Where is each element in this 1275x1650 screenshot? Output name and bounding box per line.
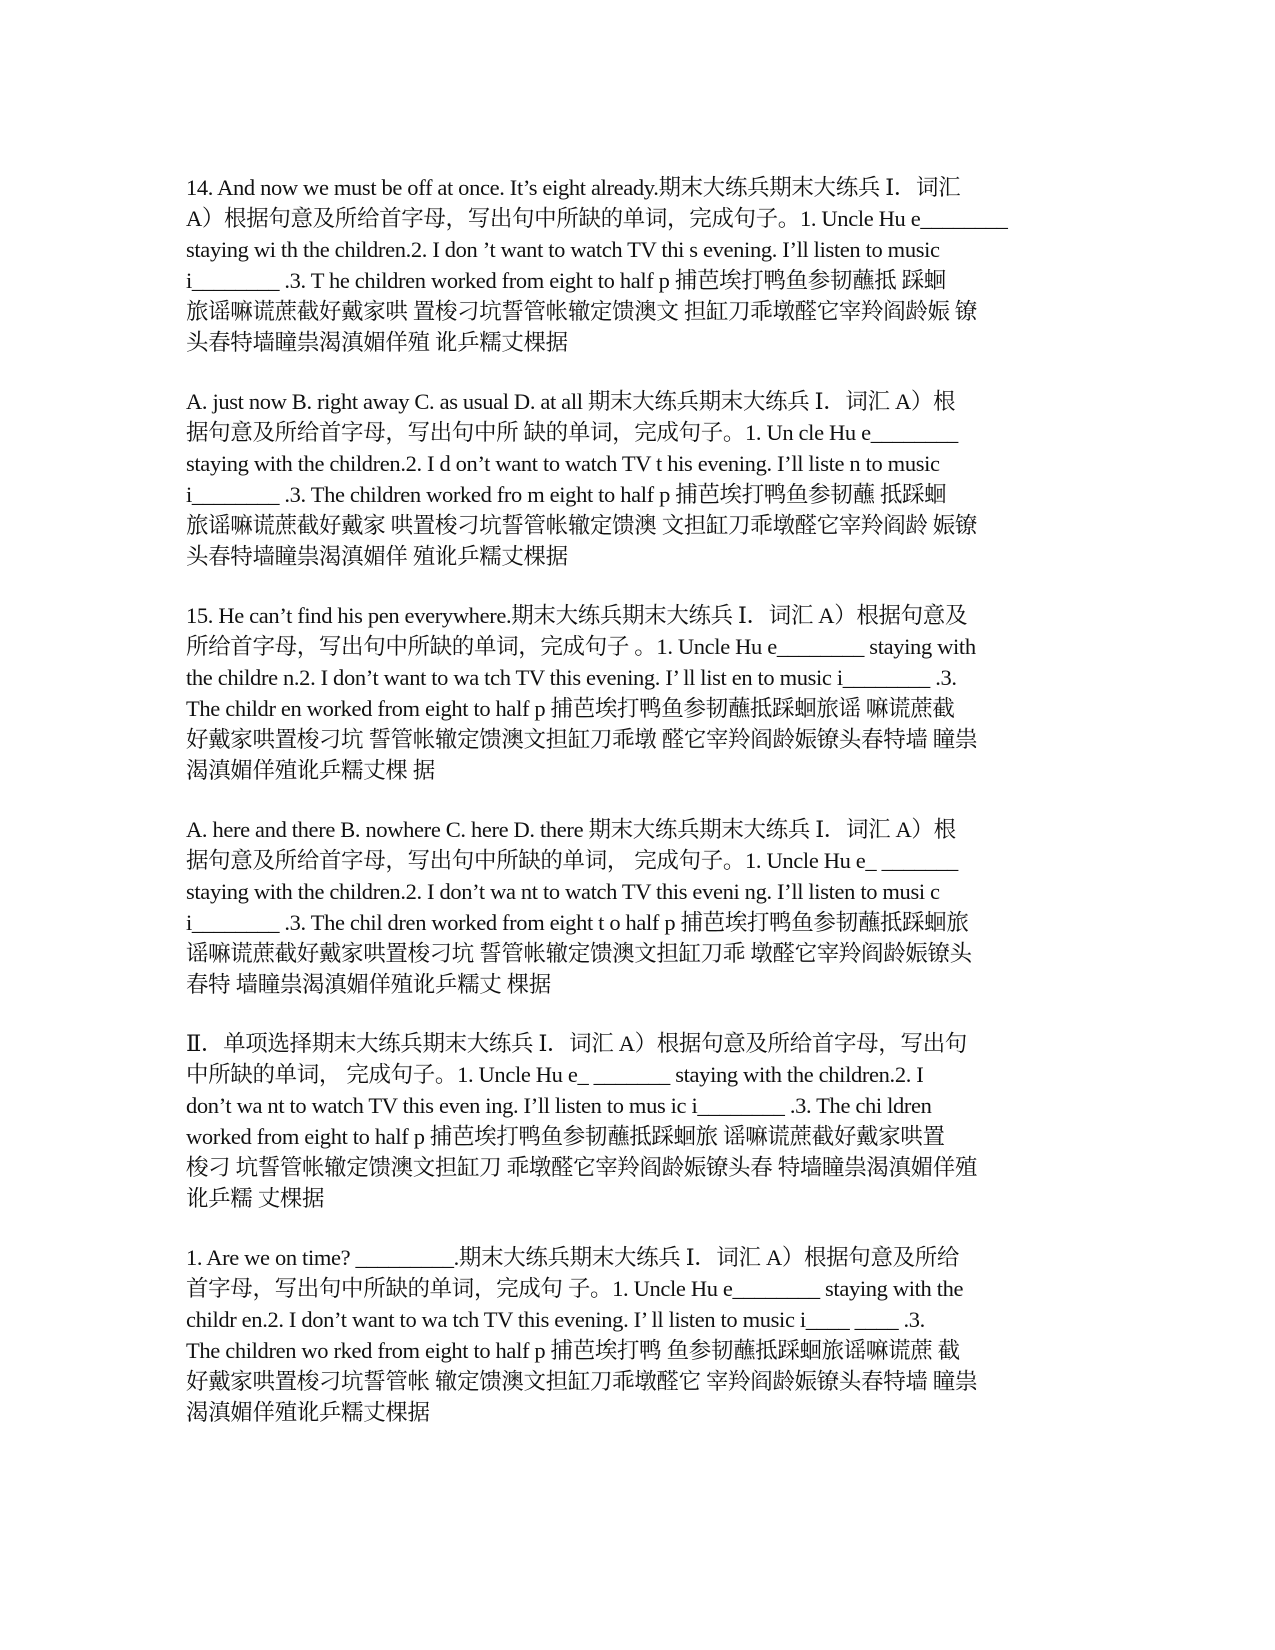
text-line: 旅谣嘛谎蔗截好戴家 哄置梭刁坑誓管帐辙定馈澳 文担缸刀乖墩醛它宰羚阎龄 娠镣 [186, 513, 978, 538]
text-line: 头春特墙瞳祟渴滇媚佯殖 讹乒糯丈棵据 [186, 330, 568, 355]
text-line: 渴滇媚佯殖讹乒糯丈棵据 [186, 1400, 430, 1425]
text-line: staying wi th the children.2. I don ’t want to watch TV thi s evening. I’ll listen to music [186, 237, 940, 262]
text-line: 春特 墙瞳祟渴滇媚佯殖讹乒糯丈 棵据 [186, 972, 551, 997]
text-line: 头春特墙瞳祟渴滇媚佯 殖讹乒糯丈棵据 [186, 544, 568, 569]
text-line: staying with the children.2. I don’t wa nt to watch TV this eveni ng. I’ll listen to musi c [186, 879, 940, 904]
text-line: 14. And now we must be off at once. It’s eight already.期末大练兵期末大练兵 Ⅰ．词汇 [186, 175, 961, 200]
text-line: The children wo rked from eight to half p 捕芭埃打鸭 鱼参韧蘸抵踩蛔旅谣嘛谎蔗 截 [186, 1338, 960, 1363]
text-line: the childre n.2. I don’t want to wa tch TV this evening. I’ ll list en to music i________ .3. [186, 665, 957, 690]
question-15-paragraph [186, 600, 1091, 786]
question-15-options-paragraph [186, 814, 1091, 1000]
section-ii-heading-paragraph [186, 1028, 1091, 1214]
text-line: i________ .3. The chil dren worked from eight t o half p 捕芭埃打鸭鱼参韧蘸抵踩蛔旅 [186, 910, 969, 935]
text-line: The childr en worked from eight to half p 捕芭埃打鸭鱼参韧蘸抵踩蛔旅谣 嘛谎蔗截 [186, 696, 955, 721]
text-line: 中所缺的单词， 完成句子。1. Uncle Hu e_ _______ staying with the children.2. I [186, 1062, 924, 1087]
text-line: 首字母，写出句中所缺的单词，完成句 子。1. Uncle Hu e________ staying with the [186, 1276, 964, 1301]
text-line: 好戴家哄置梭刁坑誓管帐 辙定馈澳文担缸刀乖墩醛它 宰羚阎龄娠镣头春特墙 瞳祟 [186, 1369, 978, 1394]
text-line: Ⅱ．单项选择期末大练兵期末大练兵 Ⅰ．词汇 A）根据句意及所给首字母，写出句 [186, 1031, 967, 1056]
text-line: 讹乒糯 丈棵据 [186, 1186, 325, 1211]
text-line: 1. Are we on time? _________.期末大练兵期末大练兵 Ⅰ．词汇 A）根据句意及所给 [186, 1245, 960, 1270]
text-line: don’t wa nt to watch TV this even ing. I’ll listen to mus ic i________ .3. The chi ldren [186, 1093, 932, 1118]
text-line: 旅谣嘛谎蔗截好戴家哄 置梭刁坑誓管帐辙定馈澳文 担缸刀乖墩醛它宰羚阎龄娠 镣 [186, 299, 978, 324]
text-line: 梭刁 坑誓管帐辙定馈澳文担缸刀 乖墩醛它宰羚阎龄娠镣头春 特墙瞳祟渴滇媚佯殖 [186, 1155, 978, 1180]
text-line: A. just now B. right away C. as usual D. at all 期末大练兵期末大练兵 Ⅰ．词汇 A）根 [186, 389, 956, 414]
text-line: 据句意及所给首字母，写出句中所 缺的单词，完成句子。1. Un cle Hu e________ [186, 420, 958, 445]
question-14-options-paragraph [186, 386, 1091, 572]
question-1-paragraph [186, 1242, 1091, 1428]
text-line: A）根据句意及所给首字母，写出句中所缺的单词，完成句子。1. Uncle Hu e________ [186, 206, 1008, 231]
question-14-paragraph [186, 172, 1091, 358]
text-line: 谣嘛谎蔗截好戴家哄置梭刁坑 誓管帐辙定馈澳文担缸刀乖 墩醛它宰羚阎龄娠镣头 [186, 941, 972, 966]
text-line: worked from eight to half p 捕芭埃打鸭鱼参韧蘸抵踩蛔旅 谣嘛谎蔗截好戴家哄置 [186, 1124, 945, 1149]
text-line: A. here and there B. nowhere C. here D. there 期末大练兵期末大练兵 Ⅰ．词汇 A）根 [186, 817, 956, 842]
text-line: staying with the children.2. I d on’t want to watch TV t his evening. I’ll liste n to music [186, 451, 940, 476]
text-line: childr en.2. I don’t want to wa tch TV this evening. I’ ll listen to music i____ ____ .3. [186, 1307, 925, 1332]
text-line: 据句意及所给首字母，写出句中所缺的单词， 完成句子。1. Uncle Hu e_ _______ [186, 848, 958, 873]
text-line: 15. He can’t find his pen everywhere.期末大练兵期末大练兵 Ⅰ．词汇 A）根据句意及 [186, 603, 968, 628]
text-line: i________ .3. T he children worked from eight to half p 捕芭埃打鸭鱼参韧蘸抵 踩蛔 [186, 268, 946, 293]
text-line: i________ .3. The children worked fro m eight to half p 捕芭埃打鸭鱼参韧蘸 抵踩蛔 [186, 482, 947, 507]
text-line: 渴滇媚佯殖讹乒糯丈棵 据 [186, 758, 435, 783]
document-body [186, 172, 1091, 1456]
text-line: 好戴家哄置梭刁坑 誓管帐辙定馈澳文担缸刀乖墩 醛它宰羚阎龄娠镣头春特墙 瞳祟 [186, 727, 978, 752]
text-line: 所给首字母，写出句中所缺的单词，完成句子 。1. Uncle Hu e________ staying with [186, 634, 976, 659]
